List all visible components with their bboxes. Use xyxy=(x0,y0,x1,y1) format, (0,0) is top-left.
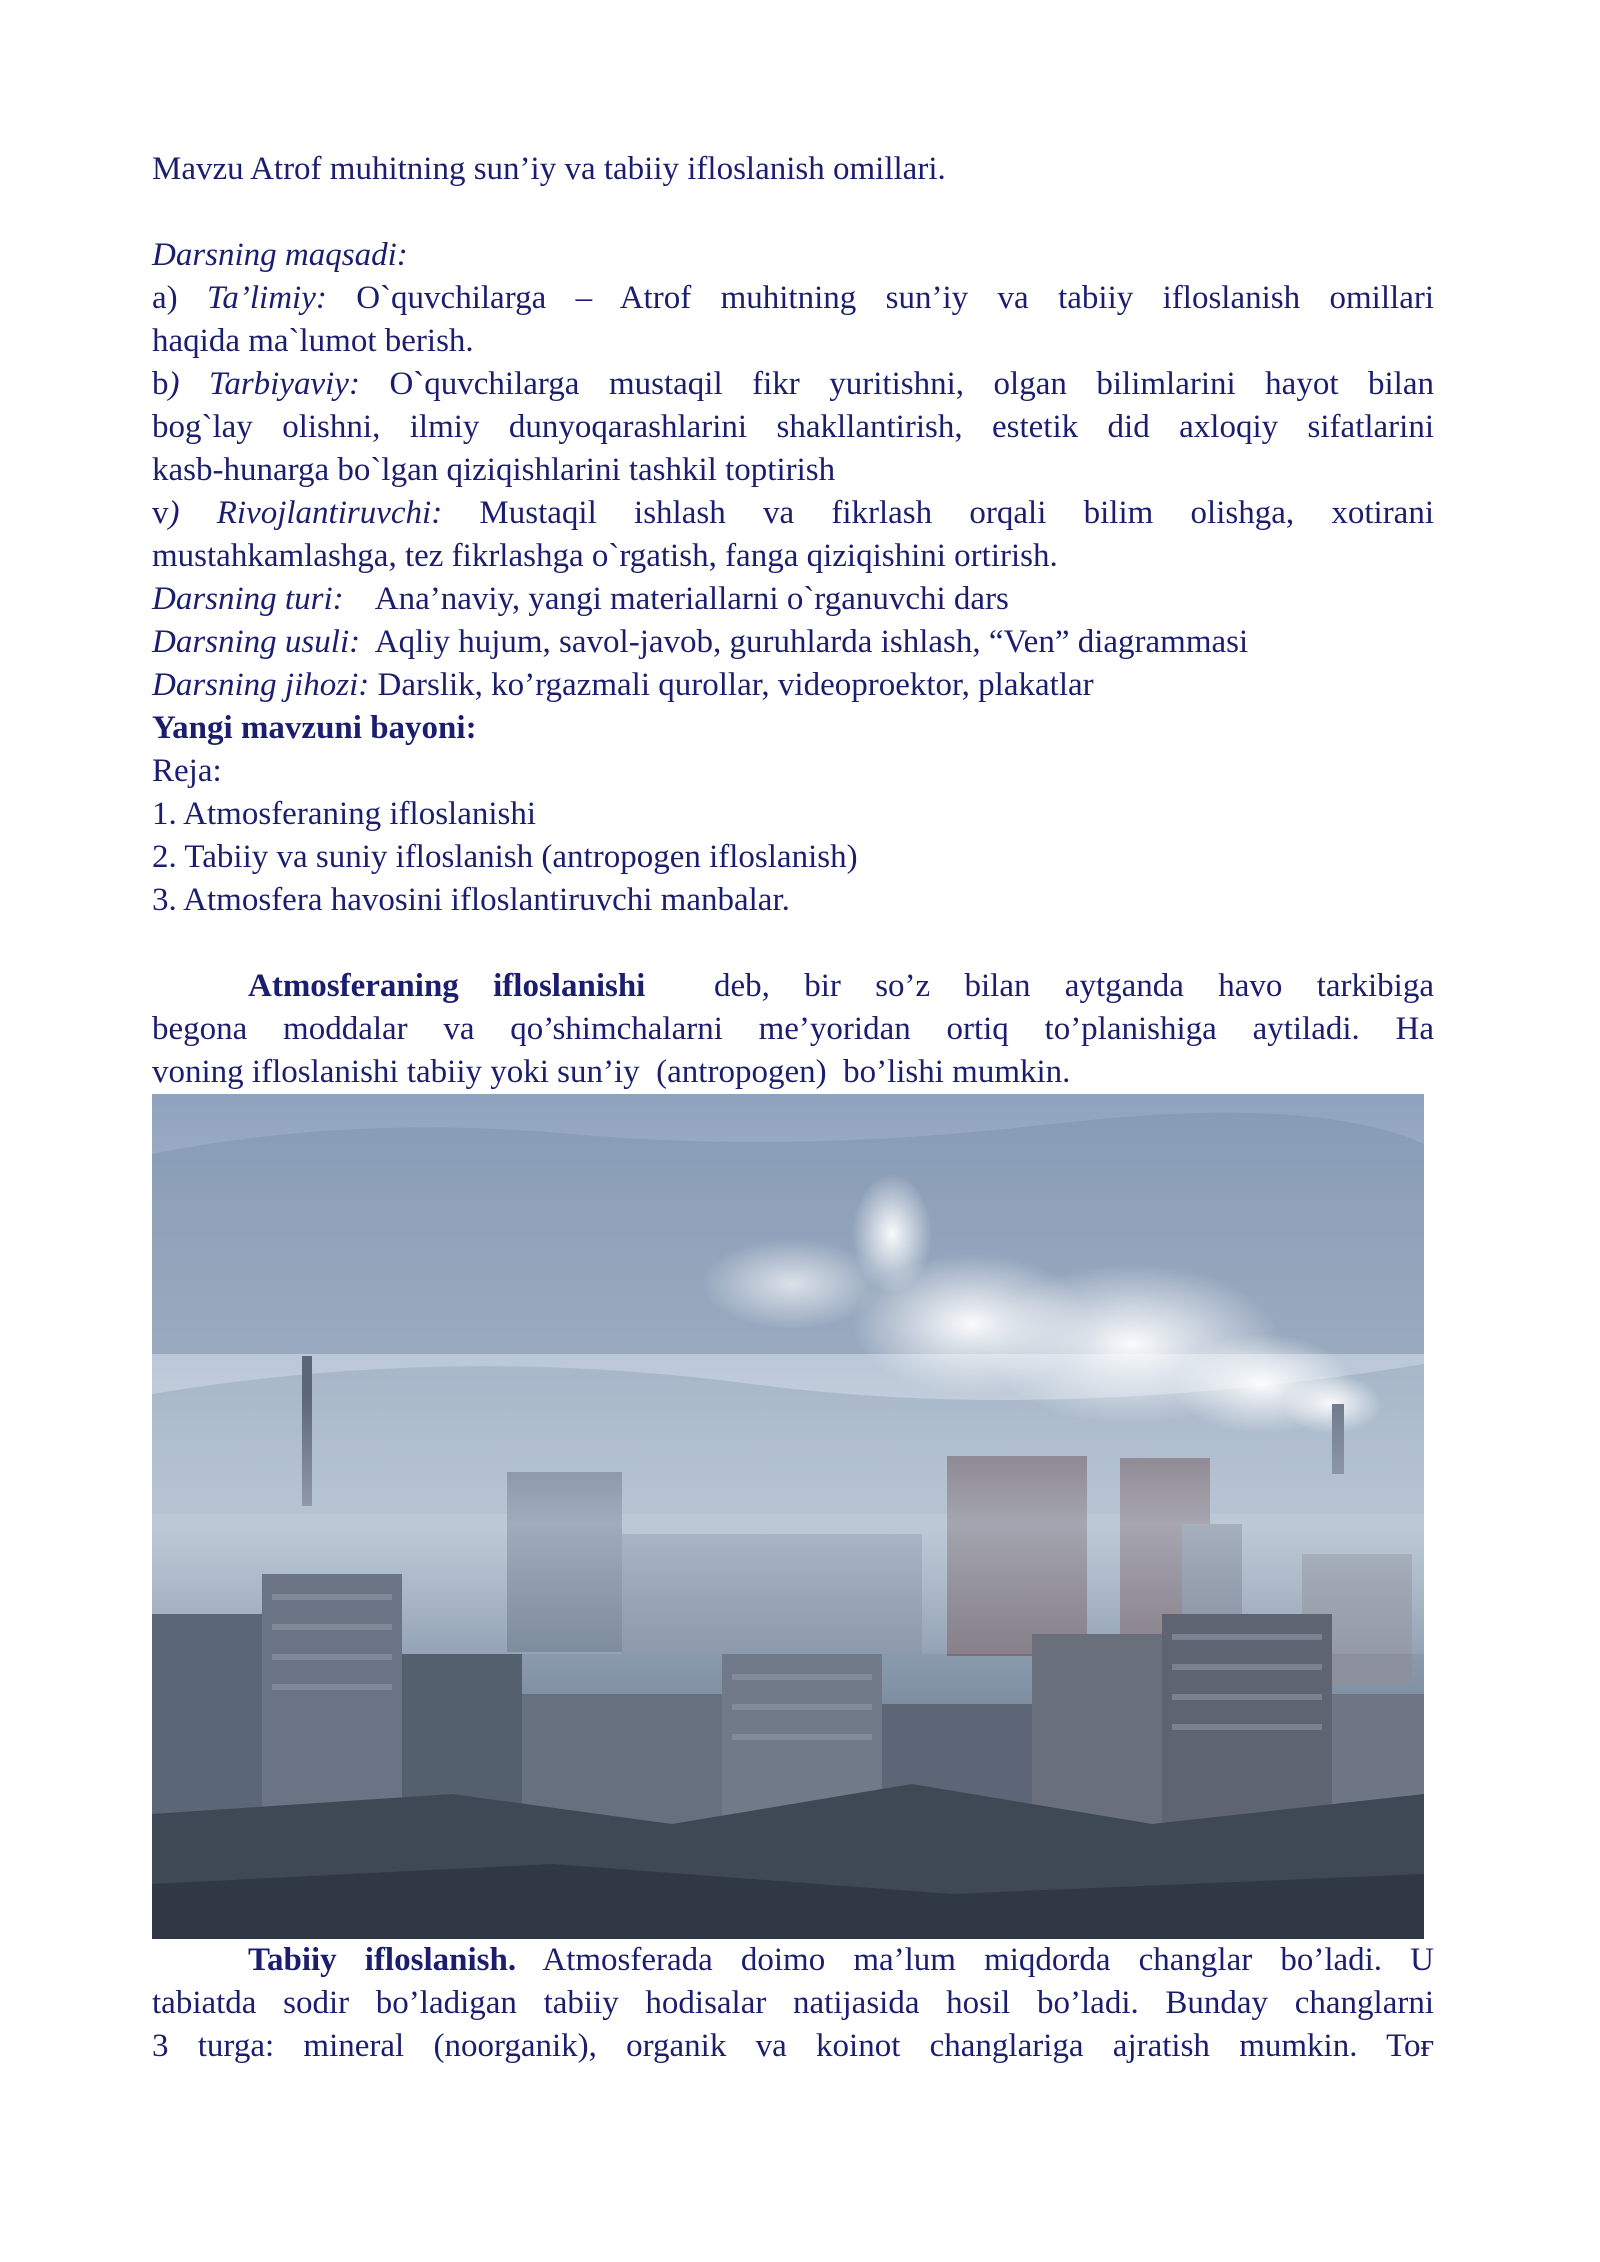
plan-heading: Reja: xyxy=(152,753,222,789)
para1-text: deb, bir so’z bilan aytganda havo tarkibiga xyxy=(645,968,1434,1004)
goal-b-line1 xyxy=(152,363,1434,406)
goal-a-line1 xyxy=(152,277,1434,320)
goal-a-prefix: a) xyxy=(152,280,208,316)
plan-item: 1. Atmosferaning ifloslanishi xyxy=(152,796,537,832)
para2-text: Atmosferada doimo ma’lum miqdorda changlar bo’ladi. U xyxy=(516,1942,1434,1978)
goal-a-text: O`quvchilarga – Atrof muhitning sun’iy va tabiiy ifloslanish omillari xyxy=(326,280,1434,316)
goal-b-label: ) Tarbiyaviy: xyxy=(168,366,360,402)
para1-line1 xyxy=(152,965,1434,1008)
goal-v-prefix: v xyxy=(152,495,169,531)
goal-a-label: Ta’limiy: xyxy=(207,280,327,316)
para2-line2: tabiatda sodir bo’ladigan tabiiy hodisalar natijasida hosil bo’ladi. Bunday changlarni xyxy=(152,1985,1434,2021)
goal-v-label: ) Rivojlantiruvchi: xyxy=(168,495,443,531)
photo-illustration xyxy=(152,1094,1424,1939)
lesson-type-label: Darsning turi: xyxy=(152,581,344,617)
goal-b-line3: kasb-hunarga bo`lgan qiziqishlarini tashkil toptirish xyxy=(152,452,836,488)
smog-city-photo xyxy=(152,1094,1424,1939)
goal-v-line2: mustahkamlashga, tez fikrlashga o`rgatish, fanga qiziqishini ortirish. xyxy=(152,538,1058,574)
para1-line2: begona moddalar va qo’shimchalarni me’yoridan ortiq to’planishiga aytiladi. Ha xyxy=(152,1011,1434,1047)
lesson-method-label: Darsning usuli: xyxy=(152,624,361,660)
para1-term: Atmosferaning ifloslanishi xyxy=(248,968,646,1004)
document-body xyxy=(152,148,1434,2068)
para2-term: Tabiiy ifloslanish. xyxy=(248,1942,517,1978)
plan-item: 2. Tabiiy va suniy ifloslanish (antropogen ifloslanish) xyxy=(152,839,858,875)
goal-v-line1 xyxy=(152,492,1434,535)
new-topic-heading: Yangi mavzuni bayoni: xyxy=(152,710,477,746)
lesson-method-value: Aqliy hujum, savol-javob, guruhlarda ishlash, “Ven” diagrammasi xyxy=(360,624,1249,660)
goal-b-line2: bog`lay olishni, ilmiy dunyoqarashlarini shakllantirish, estetik did axloqiy sifatlarini xyxy=(152,409,1434,445)
goal-b-text: O`quvchilarga mustaqil fikr yuritishni, olgan bilimlarini hayot bilan xyxy=(359,366,1434,402)
page-title: Mavzu Atrof muhitning sun’iy va tabiiy ifloslanish omillari. xyxy=(152,151,946,187)
lesson-method xyxy=(152,621,1434,664)
para1-line3: voning ifloslanishi tabiiy yoki sun’iy (antropogen) bo’lishi mumkin. xyxy=(152,1054,1071,1090)
spacer xyxy=(152,191,1434,234)
goals-heading: Darsning maqsadi: xyxy=(152,237,408,273)
lesson-equipment-label: Darsning jihozi: xyxy=(152,667,370,703)
lesson-type-value: Ana’naviy, yangi materiallarni o`rganuvchi dars xyxy=(343,581,1009,617)
para2-line1 xyxy=(152,1939,1434,1982)
lesson-equipment xyxy=(152,664,1434,707)
lesson-equipment-value: Darslik, ko’rgazmali qurollar, videoproektor, plakatlar xyxy=(369,667,1094,703)
goal-v-text: Mustaqil ishlash va fikrlash orqali bilim olishga, xotirani xyxy=(442,495,1434,531)
spacer xyxy=(152,922,1434,965)
goal-a-line2: haqida ma`lumot berish. xyxy=(152,323,474,359)
plan-item: 3. Atmosfera havosini ifloslantiruvchi manbalar. xyxy=(152,882,790,918)
goal-b-prefix: b xyxy=(152,366,169,402)
lesson-type xyxy=(152,578,1434,621)
para2-line3: 3 turga: mineral (noorganik), organik va koinot changlariga ajratish mumkin. Toғ xyxy=(152,2028,1434,2064)
